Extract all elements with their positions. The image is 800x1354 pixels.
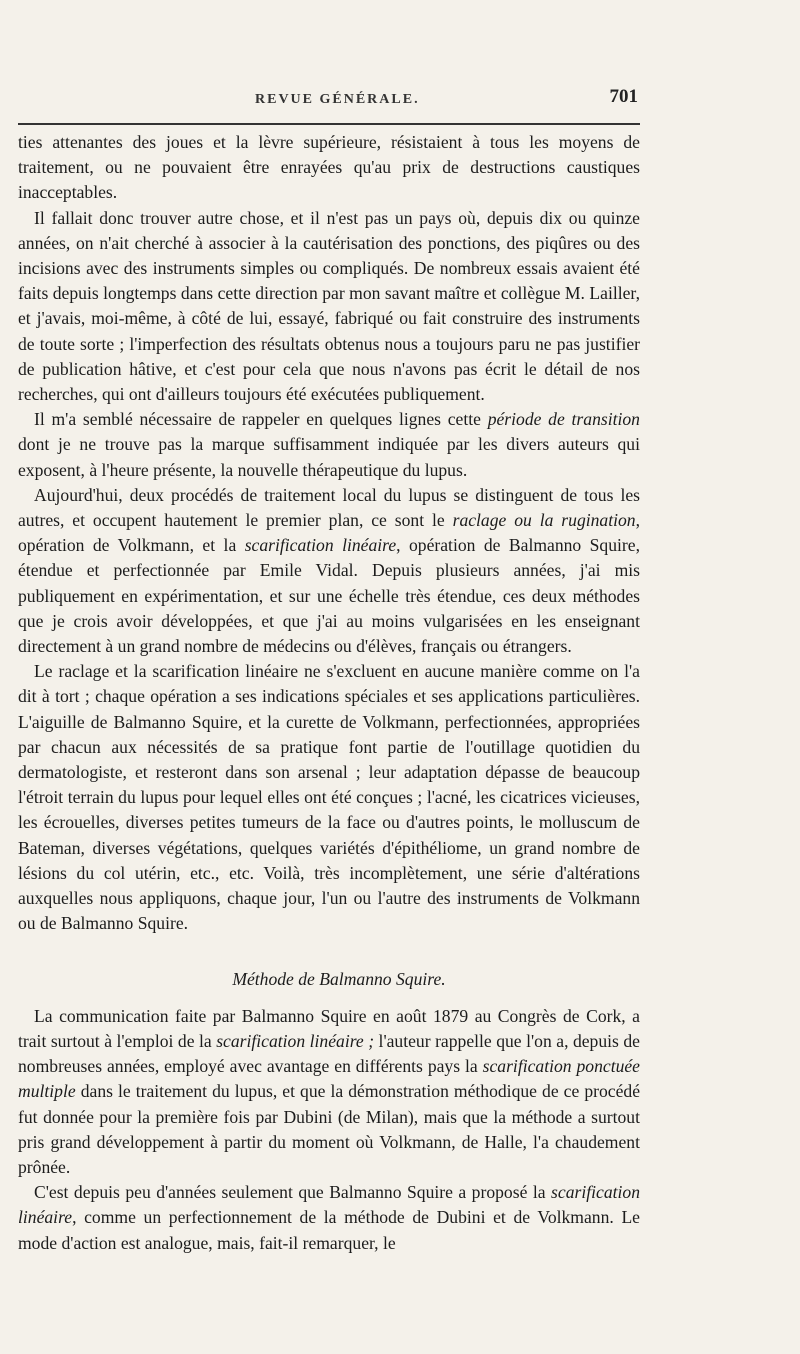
section-heading: Méthode de Balmanno Squire. — [232, 968, 446, 989]
text-run: , comme un perfectionnement de la méthode de Dubini et de Volkmann. Le mode d'action est analogue, mais, fait-il remarquer, le — [18, 1207, 640, 1253]
italic-text: scarification linéaire ; — [216, 1030, 375, 1051]
paragraph — [18, 1004, 640, 1180]
paragraph — [18, 659, 640, 936]
text-run: , opération de Volkmann, et la — [18, 510, 641, 556]
page-header — [18, 86, 638, 112]
italic-text: scarification linéaire — [18, 1182, 640, 1228]
text-run: ties attenantes des joues et la lèvre supérieure, résistaient à tous les moyens de traitement, ou ne pouvaient être enrayées qu'au prix de destructions caustiques inacceptables. — [18, 132, 640, 203]
italic-text: scarification linéaire — [244, 535, 397, 556]
text-run: La communication faite par Balmanno Squire en août 1879 au Congrès de Cork, a trait surtout à l'emploi de la — [18, 1005, 640, 1051]
italic-text: raclage ou la rugination — [452, 510, 636, 531]
body-text — [18, 130, 640, 1256]
italic-text: scarification ponctuée multiple — [18, 1056, 640, 1102]
running-head: REVUE GÉNÉRALE. — [255, 92, 420, 107]
paragraph — [18, 407, 640, 483]
italic-text: période de transition — [487, 409, 640, 430]
paragraph — [18, 206, 640, 408]
text-run: dont je ne trouve pas la marque suffisamment indiquée par les divers auteurs qui exposent, à l'heure présente, la nouvelle thérapeutique du lupus. — [18, 434, 640, 480]
text-run: Le raclage et la scarification linéaire ne s'excluent en aucune manière comme on l'a dit à tort ; chaque opération a ses indications spéciales et ses applications particulières. L'aiguille de Balmanno Squire, et la curette de Volkmann, perfectionnées, appropriées par chacun aux nécessités de sa pratique font partie de l'outillage quotidien du dermatologiste, et resteront dans son arsenal ; leur adaptation dépasse de beaucoup l'étroit terrain du lupus pour lequel elles ont été conçues ; l'acné, les cicatrices vicieuses, les écrouelles, diverses petites tumeurs de la face ou d'autres points, le molluscum de Bateman, diverses végétations, quelques variétés d'épithéliome, un grand nombre de lésions du col utérin, etc., etc. Voilà, très incomplètement, une série d'altérations auxquelles nous appliquons, chaque jour, l'un ou l'autre des instruments de Volkmann ou de Balmanno Squire. — [18, 661, 640, 934]
text-run: Il fallait donc trouver autre chose, et il n'est pas un pays où, depuis dix ou quinze années, on n'ait cherché à associer à la cautérisation des ponctions, des piqûres ou des incisions avec des instruments simples ou compliqués. De nombreux essais avaient été faits depuis longtemps dans cette direction par mon savant maître et collègue M. Lailler, et j'avais, moi-même, à côté de lui, essayé, fabriqué ou fait construire des instruments de toute sorte ; l'imperfection des résultats obtenus nous a toujours paru ne pas justifier de publication hâtive, et c'est pour cela que nous n'avons pas écrit le détail de nos recherches, qui ont d'ailleurs toujours été exécutées publiquement. — [18, 207, 640, 405]
text-run: C'est depuis peu d'années seulement que Balmanno Squire a proposé la — [34, 1182, 552, 1203]
header-rule — [18, 123, 640, 125]
text-run: Il m'a semblé nécessaire de rappeler en quelques lignes cette — [34, 409, 488, 430]
page-number: 701 — [609, 86, 638, 107]
paragraph — [18, 483, 640, 659]
paragraph — [18, 1180, 640, 1256]
text-run: dans le traitement du lupus, et que la démonstration méthodique de ce procédé fut donnée pour la première fois par Dubini (de Milan), mais que la méthode a surtout pris grand développement à partir du moment où Volkmann, de Halle, l'a chaudement prônée. — [18, 1081, 640, 1177]
paragraphs-before — [18, 130, 640, 937]
paragraphs-after — [18, 1004, 640, 1256]
text-run: l'auteur rappelle que l'on a, depuis de nombreuses années, employé avec avantage en différents pays la — [18, 1030, 640, 1077]
text-run: , opération de Balmanno Squire, étendue et perfectionnée par Emile Vidal. Depuis plusieurs années, j'ai mis publiquement en expérimentation, et sur une échelle très étendue, ces deux méthodes que je crois avoir développées, et que j'ai au moins vulgarisées en les enseignant directement à un grand nombre de médecins ou d'élèves, français ou étrangers. — [18, 535, 640, 657]
text-run: Aujourd'hui, deux procédés de traitement local du lupus se distinguent de tous les autres, et occupent hautement le premier plan, ce sont le — [18, 484, 640, 531]
paragraph — [18, 130, 640, 206]
